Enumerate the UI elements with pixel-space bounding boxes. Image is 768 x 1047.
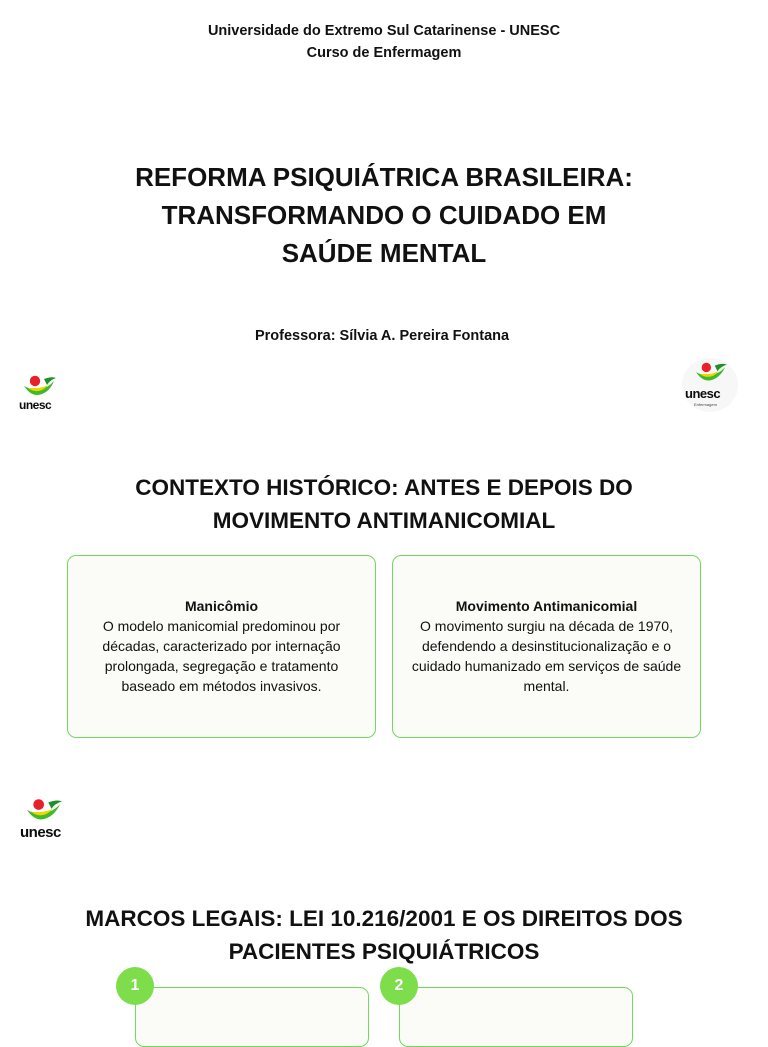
unesc-wordmark: unesc	[685, 386, 721, 401]
card-text: O movimento surgiu na década de 1970, defendendo a desinstitucionalização e o cuidado humanizado em serviços de saúde mental.	[411, 618, 682, 694]
card-antimanicomial	[392, 555, 701, 738]
section-title-context	[40, 471, 728, 537]
title-line-2: TRANSFORMANDO O CUIDADO EM	[161, 200, 607, 230]
section-title-line-2: MOVIMENTO ANTIMANICOMIAL	[212, 508, 556, 533]
section-title-line-2: PACIENTES PSIQUIÁTRICOS	[228, 939, 540, 964]
step-card-1	[135, 987, 369, 1047]
unesc-subtitle: Enfermagem	[694, 402, 717, 407]
unesc-logo-section2	[19, 796, 75, 846]
step-card-2	[399, 987, 633, 1047]
title-line-1: REFORMA PSIQUIÁTRICA BRASILEIRA:	[135, 162, 633, 192]
unesc-logo-right	[682, 358, 738, 412]
university-name: Universidade do Extremo Sul Catarinense - UNESC	[207, 23, 561, 39]
title-line-3: SAÚDE MENTAL	[281, 238, 487, 268]
section-title-line-1: MARCOS LEGAIS: LEI 10.216/2001 E OS DIREITOS DOS	[85, 906, 683, 931]
card-text: O modelo manicomial predominou por décadas, caracterizado por internação prolongada, segregação e tratamento baseado em métodos invasivos.	[102, 618, 341, 694]
unesc-wordmark: unesc	[19, 398, 52, 412]
page-title	[84, 158, 684, 272]
section-title-legal	[20, 902, 748, 968]
professor-name: Professora: Sílvia A. Pereira Fontana	[254, 328, 510, 344]
course-name: Curso de Enfermagem	[306, 45, 462, 61]
step-badge-2: 2	[380, 967, 418, 1005]
step-badge-1: 1	[116, 967, 154, 1005]
unesc-logo-left	[18, 374, 62, 414]
card-manicomio	[67, 555, 376, 738]
card-heading: Movimento Antimanicomial	[455, 598, 638, 614]
unesc-emblem-icon	[688, 360, 734, 388]
card-heading: Manicômio	[184, 598, 259, 614]
unesc-wordmark: unesc	[20, 824, 61, 841]
section-title-line-1: CONTEXTO HISTÓRICO: ANTES E DEPOIS DO	[135, 475, 633, 500]
